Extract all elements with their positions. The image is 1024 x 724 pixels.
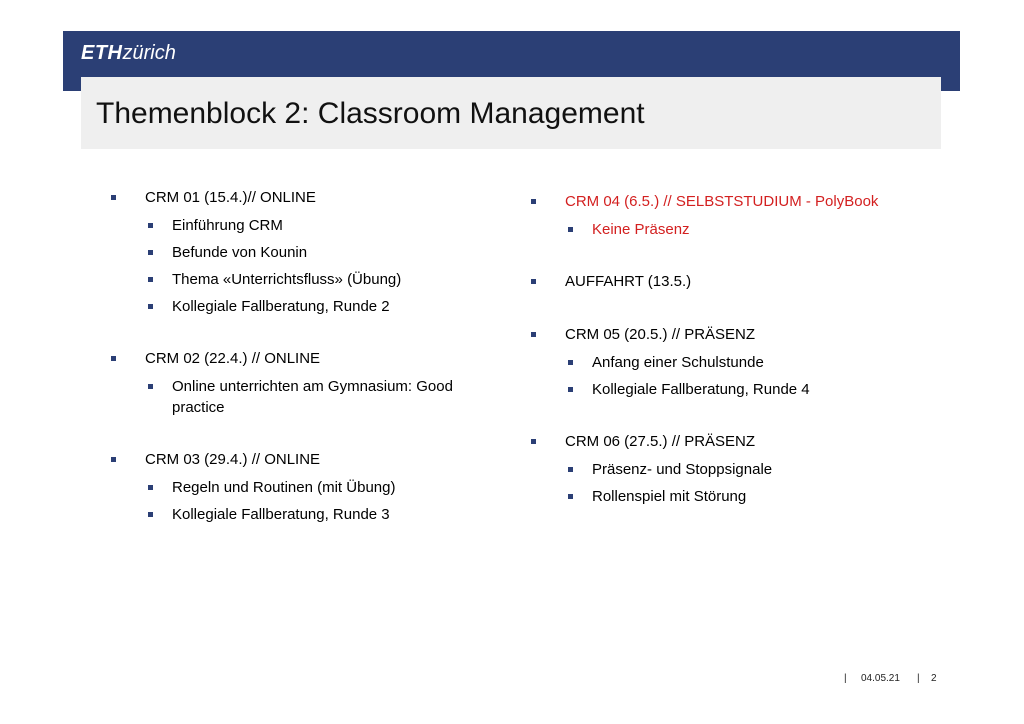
- session-item: [528, 486, 928, 507]
- logo-bold-text: ETH: [81, 42, 123, 64]
- session-crm02: [108, 349, 508, 418]
- session-crm03: [108, 450, 508, 525]
- bullet-square-icon: [148, 512, 153, 517]
- page-number: 2: [931, 673, 937, 684]
- spacer: [528, 406, 928, 432]
- bullet-square-icon: [148, 485, 153, 490]
- session-item-text: Kollegiale Fallberatung, Runde 4: [592, 381, 810, 398]
- session-item-text: Online unterrichten am Gymnasium: Good practice: [172, 378, 453, 416]
- bullet-square-icon: [531, 279, 536, 284]
- session-heading-text: CRM 05 (20.5.) // PRÄSENZ: [565, 326, 756, 343]
- bullet-square-icon: [148, 250, 153, 255]
- spacer: [108, 424, 508, 450]
- session-heading: [108, 188, 508, 207]
- session-heading: [108, 349, 508, 368]
- session-heading: [528, 192, 928, 211]
- footer-separator: |: [917, 673, 920, 684]
- spacer: [528, 246, 928, 272]
- session-crm01: [108, 188, 508, 317]
- session-item-text: Kollegiale Fallberatung, Runde 2: [172, 298, 390, 315]
- bullet-square-icon: [531, 199, 536, 204]
- session-item-text: Befunde von Kounin: [172, 244, 308, 261]
- session-item-text: Rollenspiel mit Störung: [592, 488, 747, 505]
- session-item-text: Regeln und Routinen (mit Übung): [172, 479, 396, 496]
- bullet-square-icon: [111, 457, 116, 462]
- session-crm05: [528, 325, 928, 400]
- logo-light-text: zürich: [122, 42, 176, 64]
- bullet-square-icon: [148, 304, 153, 309]
- session-auffahrt: [528, 272, 928, 291]
- session-item-text: Präsenz- und Stoppsignale: [592, 461, 773, 478]
- session-item: [528, 459, 928, 480]
- session-item: [108, 504, 508, 525]
- bullet-square-icon: [568, 467, 573, 472]
- session-heading: [528, 272, 928, 291]
- page-title: Themenblock 2: Classroom Management: [96, 97, 645, 130]
- session-heading: [528, 432, 928, 451]
- session-item-text: Kollegiale Fallberatung, Runde 3: [172, 506, 390, 523]
- session-item-text: Anfang einer Schulstunde: [592, 354, 764, 371]
- session-crm06: [528, 432, 928, 507]
- session-crm04: [528, 192, 928, 240]
- session-item-text: Einführung CRM: [172, 217, 283, 234]
- session-item: [108, 242, 508, 263]
- session-heading-text: CRM 01 (15.4.)// ONLINE: [145, 189, 316, 206]
- right-column: [528, 192, 928, 513]
- session-item: [108, 477, 508, 498]
- bullet-square-icon: [111, 195, 116, 200]
- session-item: [108, 215, 508, 236]
- bullet-square-icon: [568, 360, 573, 365]
- session-item: [108, 376, 508, 418]
- bullet-square-icon: [531, 332, 536, 337]
- bullet-square-icon: [531, 439, 536, 444]
- session-heading: [528, 325, 928, 344]
- session-item: [108, 296, 508, 317]
- bullet-square-icon: [148, 384, 153, 389]
- session-heading-text: CRM 06 (27.5.) // PRÄSENZ: [565, 433, 756, 450]
- bullet-square-icon: [148, 277, 153, 282]
- session-heading-text: AUFFAHRT (13.5.): [565, 273, 692, 290]
- session-item: [528, 379, 928, 400]
- session-item-text: Keine Präsenz: [592, 221, 690, 238]
- session-heading-text: CRM 03 (29.4.) // ONLINE: [145, 451, 321, 468]
- session-item: [528, 352, 928, 373]
- bullet-square-icon: [568, 387, 573, 392]
- bullet-square-icon: [568, 494, 573, 499]
- eth-logo: [81, 41, 176, 65]
- footer-separator: |: [844, 673, 847, 684]
- left-column: [108, 188, 508, 531]
- bullet-square-icon: [111, 356, 116, 361]
- footer-date: 04.05.21: [861, 673, 900, 684]
- session-item-text: Thema «Unterrichtsfluss» (Übung): [172, 271, 402, 288]
- session-item: [108, 269, 508, 290]
- bullet-square-icon: [568, 227, 573, 232]
- session-heading-text: CRM 02 (22.4.) // ONLINE: [145, 350, 321, 367]
- spacer: [528, 299, 928, 325]
- session-heading: [108, 450, 508, 469]
- session-heading-text: CRM 04 (6.5.) // SELBSTSTUDIUM - PolyBook: [565, 193, 879, 210]
- session-item: [528, 219, 928, 240]
- spacer: [108, 323, 508, 349]
- bullet-square-icon: [148, 223, 153, 228]
